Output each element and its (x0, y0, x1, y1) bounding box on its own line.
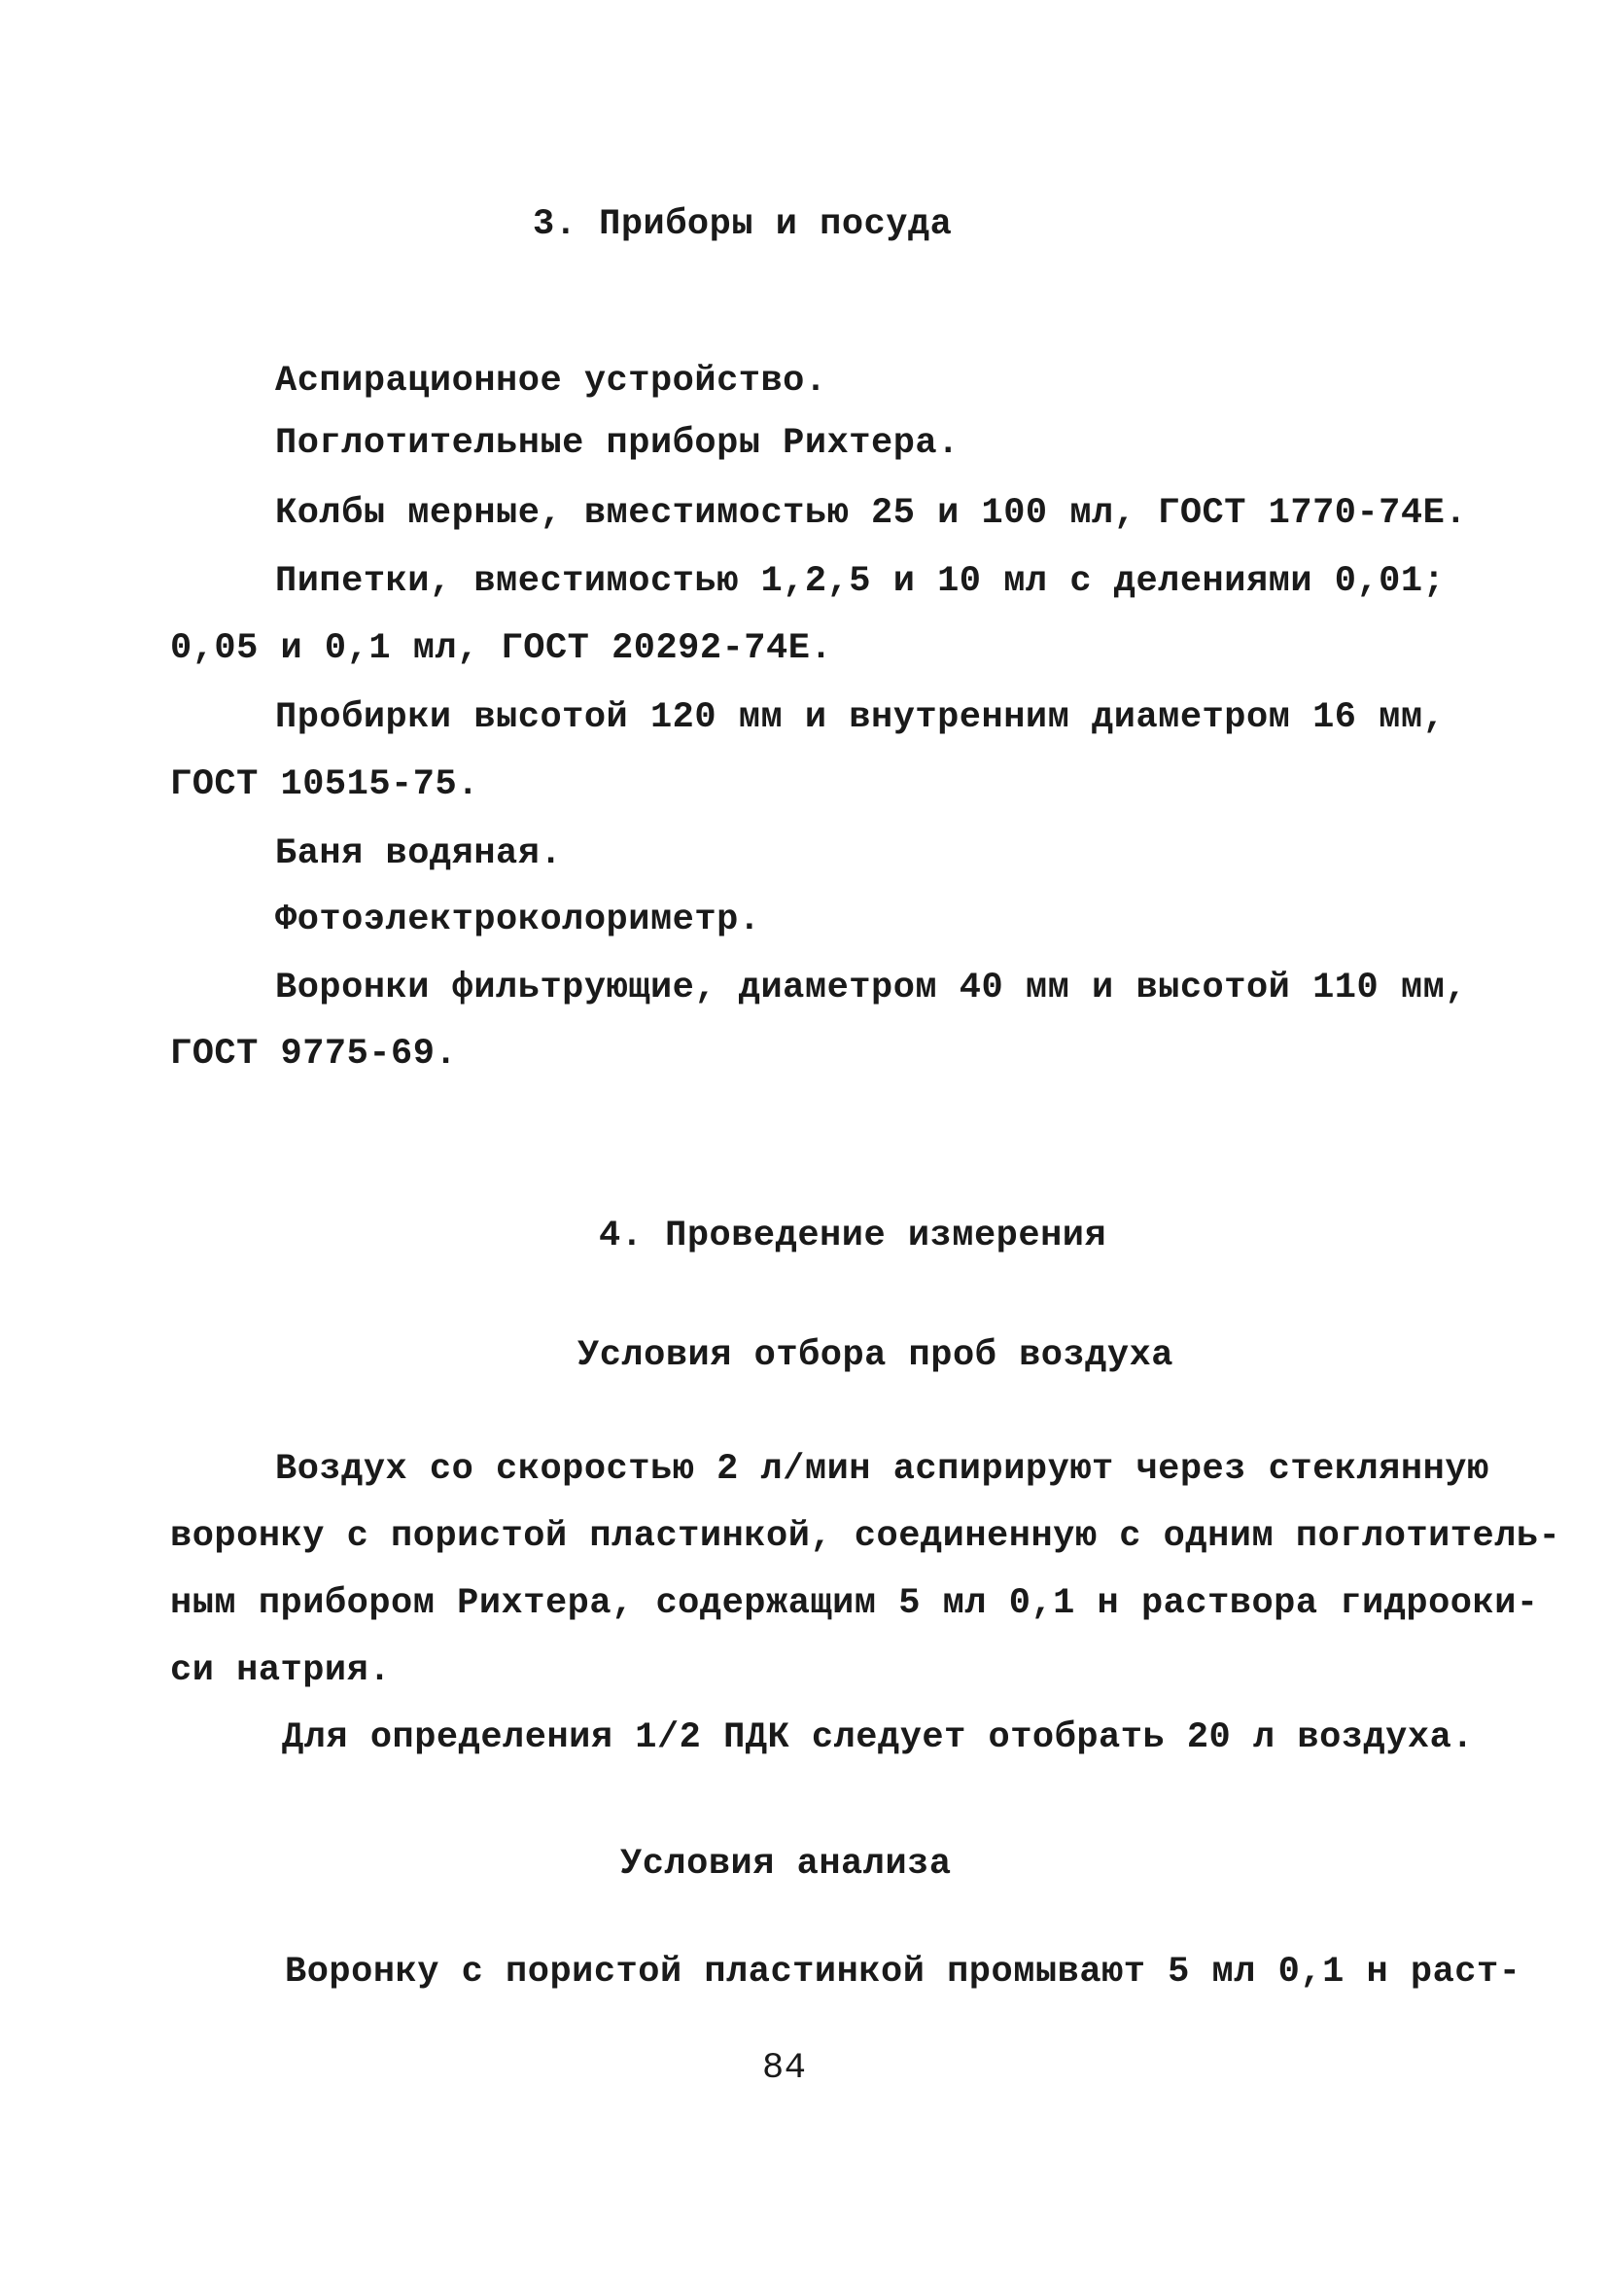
equipment-item-flasks: Колбы мерные, вместимостью 25 и 100 мл, ГОСТ 1770-74Е. (275, 493, 1467, 534)
sampling-paragraph-line-2: воронку с пористой пластинкой, соединенную с одним поглотитель- (170, 1516, 1561, 1557)
equipment-item-pipettes-cont: 0,05 и 0,1 мл, ГОСТ 20292-74Е. (170, 628, 833, 669)
equipment-item-test-tubes-cont: ГОСТ 10515-75. (170, 764, 479, 805)
sampling-paragraph-line-4: си натрия. (170, 1650, 392, 1691)
section-3-heading: 3. Приборы и посуда (533, 204, 953, 245)
sampling-volume-line: Для определения 1/2 ПДК следует отобрать 20 л воздуха. (282, 1717, 1474, 1758)
analysis-subheading: Условия анализа (620, 1844, 952, 1885)
equipment-item-photocolorimeter: Фотоэлектроколориметр. (275, 900, 761, 940)
sampling-paragraph-line-1: Воздух со скоростью 2 л/мин аспирируют через стеклянную (275, 1449, 1489, 1490)
equipment-item-funnels-cont: ГОСТ 9775-69. (170, 1034, 458, 1075)
equipment-item-richter-devices: Поглотительные приборы Рихтера. (275, 423, 960, 464)
equipment-item-funnels: Воронки фильтрующие, диаметром 40 мм и высотой 110 мм, (275, 968, 1467, 1008)
equipment-item-pipettes: Пипетки, вместимостью 1,2,5 и 10 мл с делениями 0,01; (275, 561, 1446, 602)
equipment-item-test-tubes: Пробирки высотой 120 мм и внутренним диаметром 16 мм, (275, 697, 1446, 738)
equipment-item-aspirator: Аспирационное устройство. (275, 361, 827, 402)
page-number: 84 (762, 2048, 807, 2089)
section-4-heading: 4. Проведение измерения (599, 1216, 1107, 1256)
sampling-paragraph-line-3: ным прибором Рихтера, содержащим 5 мл 0,1 н раствора гидрооки- (170, 1583, 1539, 1624)
sampling-subheading: Условия отбора проб воздуха (577, 1335, 1173, 1376)
equipment-item-water-bath: Баня водяная. (275, 833, 563, 874)
analysis-paragraph-line-1: Воронку с пористой пластинкой промывают 5 мл 0,1 н раст- (285, 1952, 1521, 1993)
